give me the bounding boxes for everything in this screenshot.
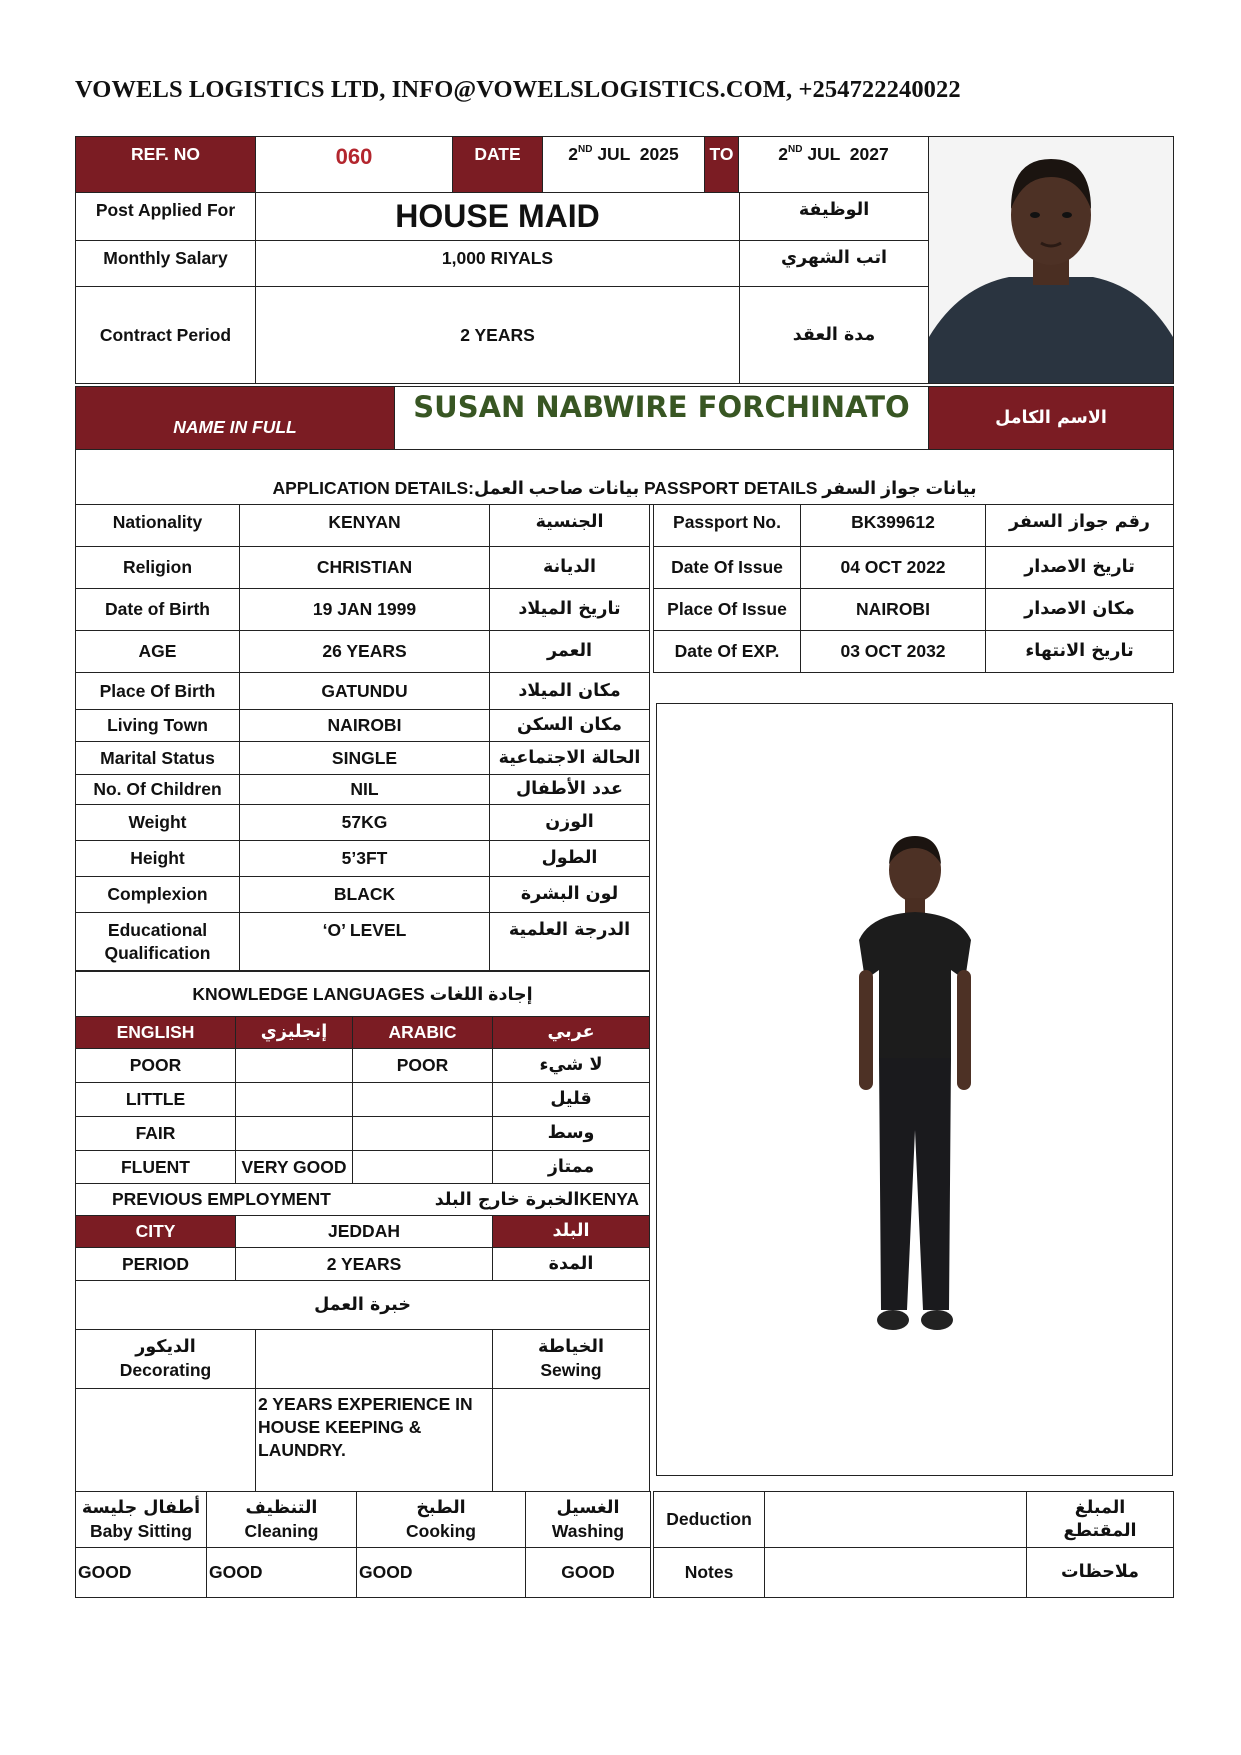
- lang-ar: لا شيء: [492, 1048, 650, 1083]
- full-body-photo: [656, 703, 1173, 1476]
- skill-head: [75, 1491, 207, 1548]
- lang-english: [235, 1082, 353, 1117]
- lang-english: [235, 1116, 353, 1151]
- to-value: [738, 136, 929, 193]
- passport-ar: مكان الاصدار: [985, 588, 1174, 631]
- lang-level: POOR: [75, 1048, 236, 1083]
- portrait-illustration: [929, 137, 1173, 383]
- app-value: SINGLE: [239, 741, 490, 775]
- work-experience-ar: خبرة العمل: [75, 1280, 650, 1330]
- post-label: Post Applied For: [75, 192, 256, 241]
- city-value: JEDDAH: [235, 1215, 493, 1248]
- app-ar: الدرجة العلمية: [489, 912, 650, 971]
- passport-label: Date Of EXP.: [653, 630, 801, 673]
- employment-title-ar: الخبرة خارج البلد: [434, 1189, 580, 1210]
- passport-value: 04 OCT 2022: [800, 546, 986, 589]
- decorating-ar: الديكور: [135, 1337, 196, 1358]
- app-ar: الوزن: [489, 804, 650, 841]
- salary-ar: اتب الشهري: [739, 240, 929, 287]
- sewing-cell: [492, 1329, 650, 1389]
- period-ar: المدة: [492, 1247, 650, 1281]
- app-ar: تاريخ الميلاد: [489, 588, 650, 631]
- deduction-value: [764, 1491, 1027, 1548]
- skill-head: [356, 1491, 526, 1548]
- app-ar: الديانة: [489, 546, 650, 589]
- experience-note: 2 YEARS EXPERIENCE IN HOUSE KEEPING & LAUNDRY.: [255, 1388, 493, 1492]
- contract-value: 2 YEARS: [255, 286, 740, 384]
- passport-label: Passport No.: [653, 504, 801, 547]
- to-sup: ND: [788, 144, 803, 155]
- app-ar: عدد الأطفال: [489, 774, 650, 805]
- lang-ar: قليل: [492, 1082, 650, 1117]
- app-value: GATUNDU: [239, 672, 490, 710]
- app-label: Living Town: [75, 709, 240, 742]
- date-label: DATE: [452, 136, 543, 193]
- passport-value: BK399612: [800, 504, 986, 547]
- skill-ar: الغسيل: [556, 1497, 620, 1518]
- lang-arabic: [352, 1082, 493, 1117]
- lang-ar: وسط: [492, 1116, 650, 1151]
- app-ar: الجنسية: [489, 504, 650, 547]
- app-label: Marital Status: [75, 741, 240, 775]
- name-label: NAME IN FULL: [75, 386, 395, 450]
- deduction-ar-1: المبلغ: [1074, 1497, 1126, 1518]
- section-title: APPLICATION DETAILS:بيانات صاحب العمل PASSPORT DETAILS بيانات جواز السفر: [75, 449, 1174, 505]
- period-label: PERIOD: [75, 1247, 236, 1281]
- skill-label: Cooking: [406, 1520, 476, 1541]
- passport-value: NAIROBI: [800, 588, 986, 631]
- employment-title: [75, 1183, 650, 1216]
- passport-ar: تاريخ الانتهاء: [985, 630, 1174, 673]
- portrait-photo: [928, 136, 1174, 384]
- city-ar: البلد: [492, 1215, 650, 1248]
- app-label: AGE: [75, 630, 240, 673]
- app-ar: العمر: [489, 630, 650, 673]
- employment-title-en: PREVIOUS EMPLOYMENT: [112, 1189, 331, 1210]
- ref-no-value: 060: [255, 136, 453, 193]
- skill-ar: الطبخ: [416, 1497, 466, 1518]
- passport-label: Date Of Issue: [653, 546, 801, 589]
- lang-head-arabic: ARABIC: [352, 1016, 493, 1049]
- app-ar: مكان السكن: [489, 709, 650, 742]
- app-value: 5’3FT: [239, 840, 490, 877]
- to-rest: JUL 2027: [802, 144, 889, 164]
- app-ar: الطول: [489, 840, 650, 877]
- salary-label: Monthly Salary: [75, 240, 256, 287]
- skill-label: Washing: [551, 1520, 625, 1541]
- skill-label: Baby Sitting: [89, 1520, 193, 1541]
- salary-value: 1,000 RIYALS: [255, 240, 740, 287]
- notes-label: Notes: [653, 1547, 765, 1598]
- full-body-illustration: [815, 830, 1015, 1350]
- app-ar: الحالة الاجتماعية: [489, 741, 650, 775]
- app-label: Place Of Birth: [75, 672, 240, 710]
- app-label: Educational Qualification: [75, 912, 240, 971]
- decorating-cell: [75, 1329, 256, 1389]
- app-label: Weight: [75, 804, 240, 841]
- lang-arabic: POOR: [352, 1048, 493, 1083]
- app-value: NAIROBI: [239, 709, 490, 742]
- lang-english: [235, 1048, 353, 1083]
- app-ar: مكان الميلاد: [489, 672, 650, 710]
- company-header: VOWELS LOGISTICS LTD, INFO@VOWELSLOGISTICS.COM, +254722240022: [75, 76, 961, 103]
- passport-value: 03 OCT 2032: [800, 630, 986, 673]
- lang-level: LITTLE: [75, 1082, 236, 1117]
- experience-note-right: [492, 1388, 650, 1492]
- deduction-label: Deduction: [653, 1491, 765, 1548]
- experience-note-left: [75, 1388, 256, 1492]
- skill-head: [206, 1491, 357, 1548]
- skill-value: GOOD: [356, 1547, 526, 1598]
- decorating-value: [255, 1329, 493, 1389]
- app-label: Nationality: [75, 504, 240, 547]
- notes-ar: ملاحظات: [1026, 1547, 1174, 1598]
- app-value: KENYAN: [239, 504, 490, 547]
- notes-value: [764, 1547, 1027, 1598]
- date-rest: JUL 2025: [592, 144, 679, 164]
- decorating-label: Decorating: [119, 1360, 212, 1380]
- to-label: TO: [704, 136, 739, 193]
- app-value: NIL: [239, 774, 490, 805]
- deduction-ar-2: المقتطع: [1063, 1520, 1137, 1541]
- city-label: CITY: [75, 1215, 236, 1248]
- lang-level: FLUENT: [75, 1150, 236, 1185]
- app-label: Date of Birth: [75, 588, 240, 631]
- lang-english: VERY GOOD: [235, 1150, 353, 1185]
- lang-arabic: [352, 1116, 493, 1151]
- sewing-label: Sewing: [540, 1360, 602, 1380]
- contract-label: Contract Period: [75, 286, 256, 384]
- date-value: [542, 136, 705, 193]
- lang-ar: ممتاز: [492, 1150, 650, 1185]
- app-label: Complexion: [75, 876, 240, 913]
- employment-country: KENYA: [579, 1188, 639, 1209]
- deduction-ar: [1026, 1491, 1174, 1548]
- lang-head-arabic-ar: عربي: [492, 1016, 650, 1049]
- lang-arabic: [352, 1150, 493, 1185]
- app-value: CHRISTIAN: [239, 546, 490, 589]
- skill-ar: أطفال جليسة: [81, 1497, 201, 1518]
- to-day: 2: [778, 144, 788, 164]
- skill-value: GOOD: [75, 1547, 207, 1598]
- lang-level: FAIR: [75, 1116, 236, 1151]
- ref-no-label: REF. NO: [75, 136, 256, 193]
- app-label: No. Of Children: [75, 774, 240, 805]
- passport-ar: تاريخ الاصدار: [985, 546, 1174, 589]
- employment-title-right: [435, 1188, 639, 1212]
- skill-head: [525, 1491, 651, 1548]
- post-ar: الوظيفة: [739, 192, 929, 241]
- date-sup: ND: [578, 144, 593, 155]
- skill-value: GOOD: [525, 1547, 651, 1598]
- passport-ar: رقم جواز السفر: [985, 504, 1174, 547]
- full-name: SUSAN NABWIRE FORCHINATO: [394, 386, 929, 450]
- post-value: HOUSE MAID: [255, 192, 740, 241]
- languages-title: KNOWLEDGE LANGUAGES إجادة اللغات: [75, 971, 650, 1017]
- app-value: BLACK: [239, 876, 490, 913]
- lang-head-english: ENGLISH: [75, 1016, 236, 1049]
- passport-label: Place Of Issue: [653, 588, 801, 631]
- skill-ar: التنظيف: [245, 1497, 318, 1518]
- period-value: 2 YEARS: [235, 1247, 493, 1281]
- app-value: ‘O’ LEVEL: [239, 912, 490, 971]
- app-value: 57KG: [239, 804, 490, 841]
- sewing-ar: الخياطة: [538, 1337, 604, 1358]
- skill-label: Cleaning: [244, 1520, 319, 1541]
- app-label: Height: [75, 840, 240, 877]
- app-label: Religion: [75, 546, 240, 589]
- name-ar: الاسم الكامل: [928, 386, 1174, 450]
- lang-head-english-ar: إنجليزي: [235, 1016, 353, 1049]
- app-value: 26 YEARS: [239, 630, 490, 673]
- date-day: 2: [568, 144, 578, 164]
- skill-value: GOOD: [206, 1547, 357, 1598]
- app-ar: لون البشرة: [489, 876, 650, 913]
- contract-ar: مدة العقد: [739, 286, 929, 384]
- app-value: 19 JAN 1999: [239, 588, 490, 631]
